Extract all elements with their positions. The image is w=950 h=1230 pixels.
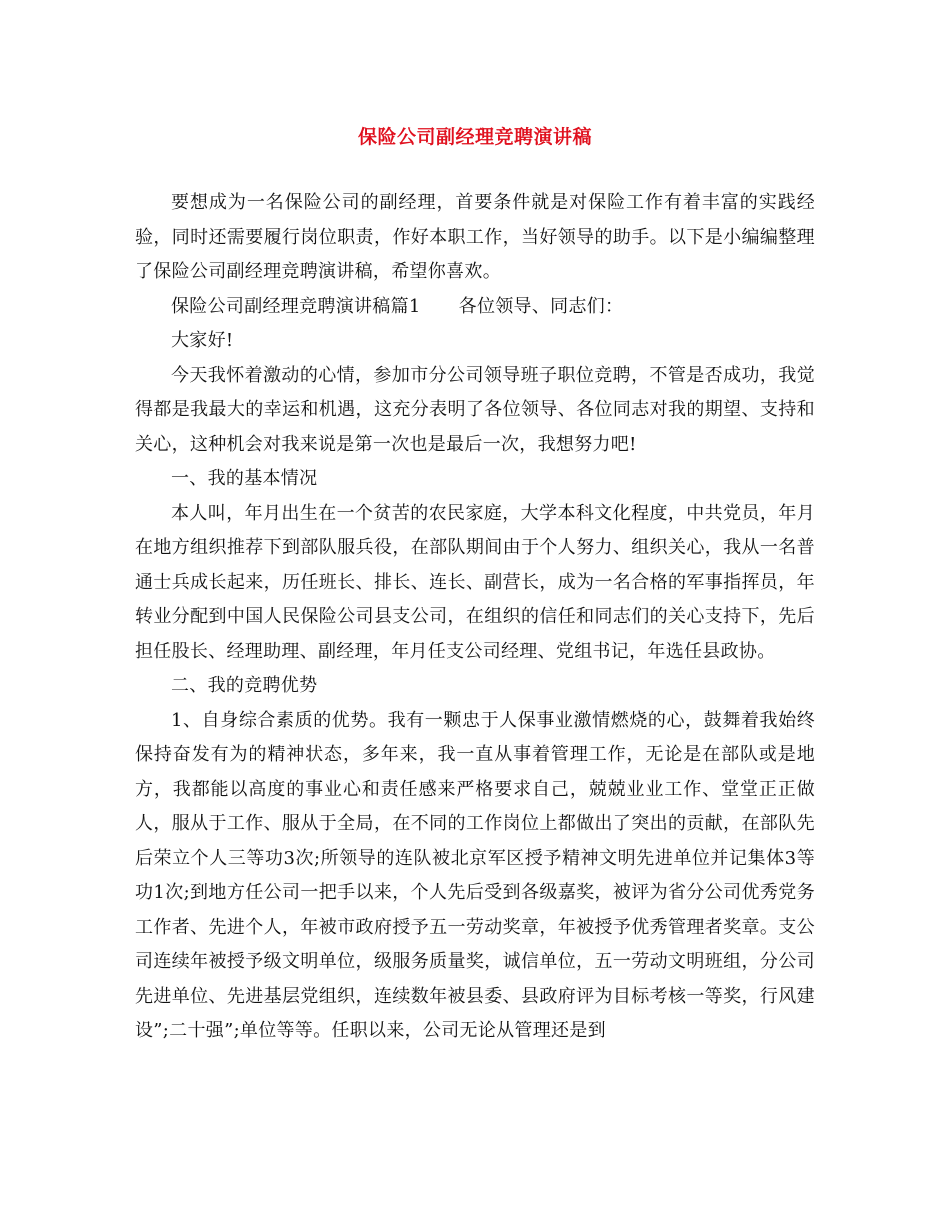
document-title: 保险公司副经理竞聘演讲稿: [357, 126, 592, 148]
salutation: 各位领导、同志们：: [458, 295, 624, 317]
speech-heading-line: [135, 290, 815, 325]
speech-heading: 保险公司副经理竞聘演讲稿篇1: [171, 295, 421, 317]
basic-info-paragraph: 本人叫，年月出生在一个贫苦的农民家庭，大学本科文化程度，中共党员，年月在地方组织推荐下到部队服兵役，在部队期间由于个人努力、组织关心，我从一名普通士兵成长起来，历任班长、排长、连长、副营长，成为一名合格的军事指挥员，年转业分配到中国人民保险公司县支公司，在组织的信任和同志们的关心支持下，先后担任股长、经理助理、副经理，年月任支公司经理、党组书记，年选任县政协。: [135, 502, 815, 662]
document-body: [135, 186, 815, 1049]
greeting-paragraph: 大家好!: [171, 330, 234, 351]
opening-paragraph: 今天我怀着激动的心情，参加市分公司领导班子职位竞聘，不管是否成功，我觉得都是我最大的幸运和机遇，这充分表明了各位领导、各位同志对我的期望、支持和关心，这种机会对我来说是第一次也是最后一次，我想努力吧!: [135, 364, 815, 455]
intro-paragraph: 要想成为一名保险公司的副经理，首要条件就是对保险工作有着丰富的实践经验，同时还需要履行岗位职责，作好本职工作，当好领导的助手。以下是小编编整理了保险公司副经理竞聘演讲稿，希望你喜欢。: [135, 192, 815, 282]
advantages-paragraph: 1、自身综合素质的优势。我有一颗忠于人保事业激情燃烧的心，鼓舞着我始终保持奋发有为的精神状态，多年来，我一直从事着管理工作，无论是在部队或是地方，我都能以高度的事业心和责任感来严格要求自己，兢兢业业工作、堂堂正正做人，服从于工作、服从于全局，在不同的工作岗位上都做出了突出的贡献，在部队先后荣立个人三等功3次;所领导的连队被北京军区授予精神文明先进单位并记集体3等功1次;到地方任公司一把手以来，个人先后受到各级嘉奖，被评为省分公司优秀党务工作者、先进个人，年被市政府授予五一劳动奖章，年被授予优秀管理者奖章。支公司连续年被授予级文明单位，级服务质量奖，诚信单位，五一劳动文明班组，分公司先进单位、先进基层党组织，连续数年被县委、县政府评为目标考核一等奖，行风建设”;二十强”;单位等等。任职以来，公司无论从管理还是到: [135, 709, 815, 1041]
section-heading-basic-info: 一、我的基本情况: [171, 468, 318, 489]
section-heading-advantages: 二、我的竞聘优势: [171, 675, 318, 696]
